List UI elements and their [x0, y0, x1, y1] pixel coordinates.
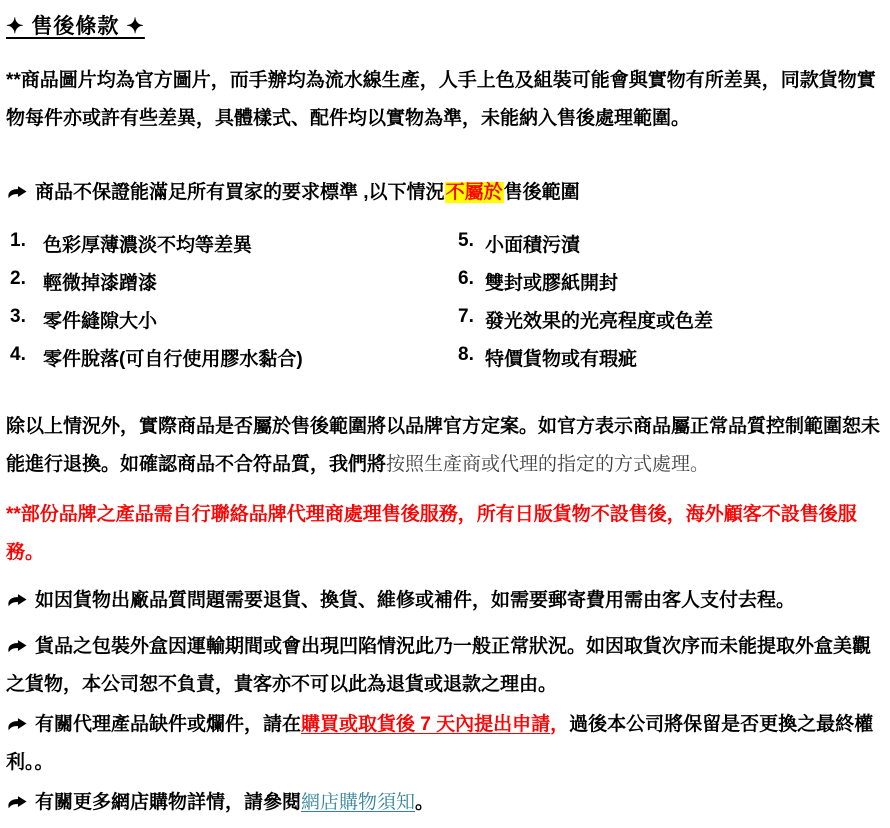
note-packaging-text: 貨品之包裝外盒因運輸期間或會出現凹陷情況此乃一般正常狀況。如因取貨次序而未能提取外盒美觀之貨物，本公司恕不負責，貴客亦不可以此為退貨或退款之理由。 [6, 636, 872, 695]
exclusions-header-suffix: 售後範圍 [503, 182, 580, 203]
list-item-2 [6, 268, 454, 295]
list-item-3 [6, 306, 454, 333]
curved-arrow-icon [6, 794, 28, 809]
intro-paragraph: **商品圖片均為官方圖片，而手辦均為流水線生產，人手上色及組裝可能會與實物有所差異，同款貨物實物每件亦或許有些差異，具體樣式、配件均以實物為準，未能納入售後處理範圍。 [6, 70, 876, 129]
list-item-6 [454, 268, 882, 295]
list-item-text: 零件脫落(可自行使用膠水黏合) [43, 348, 303, 370]
curved-arrow-icon [6, 592, 28, 607]
list-item-text: 輕微掉漆蹭漆 [43, 272, 158, 294]
policy-gray-text: 按照生產商或代理的指定的方式處理。 [386, 454, 710, 475]
curved-arrow-icon [6, 184, 28, 199]
store-shopping-notice-link[interactable]: 網店購物須知 [301, 792, 416, 813]
note-missing-parts-paragraph [6, 706, 882, 782]
list-item-number: 6. [458, 267, 474, 289]
curved-arrow-icon [6, 638, 28, 653]
note-missing-prefix: 有關代理產品缺件或爛件，請在 [35, 714, 302, 735]
red-notice-paragraph: **部份品牌之產品需自行聯絡品牌代理商處理售後服務，所有日版貨物不設售後，海外顧客不設售後服務。 [6, 504, 857, 563]
note-more-info-paragraph [6, 784, 882, 828]
note-quality-text: 如因貨物出廠品質問題需要退貨、換貨、維修或補件，如需要郵寄費用需由客人支付去程。 [35, 590, 796, 611]
note-more-prefix: 有關更多網店購物詳情，請參閱 [35, 792, 302, 813]
list-item-text: 零件縫隙大小 [43, 310, 158, 332]
list-item-7 [454, 306, 882, 333]
list-item-text: 發光效果的光亮程度或色差 [485, 310, 714, 332]
page-title [6, 12, 882, 42]
highlight-not-covered: 不屬於 [445, 182, 503, 203]
exclusions-header [6, 174, 882, 212]
note-more-suffix: 。 [415, 792, 435, 813]
deadline-highlight-text: 購買或取貨後 7 天內提出申請 [301, 714, 551, 735]
list-item-number: 2. [10, 267, 26, 289]
list-item-4 [6, 344, 454, 371]
exclusions-header-prefix: 商品不保證能滿足所有買家的要求標準 ,以下情況 [35, 182, 445, 203]
policy-paragraph [6, 408, 882, 484]
list-item-text: 小面積污漬 [485, 234, 581, 256]
list-item-number: 8. [458, 343, 474, 365]
curved-arrow-icon [6, 716, 28, 731]
page-title-text: ✦ 售後條款 ✦ [6, 15, 145, 38]
list-item-8 [454, 344, 882, 371]
note-packaging-paragraph [6, 628, 882, 704]
list-item-text: 色彩厚薄濃淡不均等差異 [43, 234, 253, 256]
list-item-1 [6, 230, 454, 257]
list-item-number: 5. [458, 229, 474, 251]
note-missing-suffix: 過後本公司將保留是否更換之最終權利。。 [6, 714, 874, 773]
note-quality-paragraph [6, 582, 882, 620]
list-item-number: 4. [10, 343, 26, 365]
list-item-number: 1. [10, 229, 26, 251]
list-item-text: 雙封或膠紙開封 [485, 272, 619, 294]
list-item-text: 特價貨物或有瑕疵 [485, 348, 638, 370]
exclusion-list [6, 224, 882, 376]
policy-main-text: 除以上情況外，實際商品是否屬於售後範圍將以品牌官方定案。如官方表示商品屬正常品質控制範圍恕未能進行退換。如確認商品不合符品質，我們將 [6, 416, 881, 475]
deadline-comma: ， [550, 714, 570, 735]
list-item-number: 3. [10, 305, 26, 327]
list-item-5 [454, 230, 882, 257]
list-item-number: 7. [458, 305, 474, 327]
